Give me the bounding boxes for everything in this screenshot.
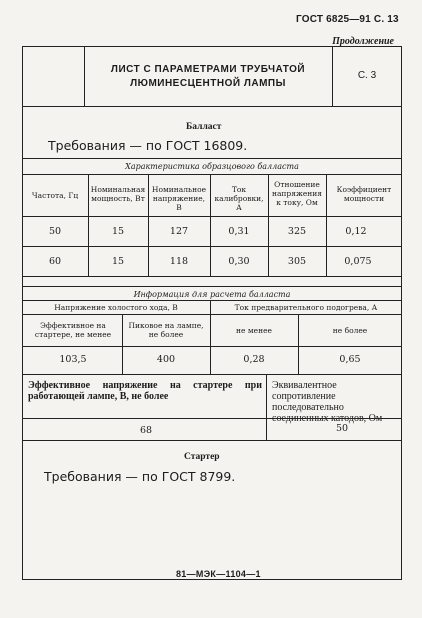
calc-table-title: Информация для расчета балласта: [133, 290, 291, 299]
ballast-col-divider-5: [326, 174, 327, 276]
calc-peak-on-lamp: Пиковое на лампе, не более: [128, 321, 204, 339]
cell-r2-voltage: 118: [169, 256, 189, 267]
cell-r1-power-factor: 0,12: [345, 226, 367, 237]
calc-max: не более: [332, 326, 368, 335]
ballast-table-bottom-rule: [22, 276, 402, 277]
starter-top-rule: [22, 440, 402, 441]
calc-effective-at-starter: Эффективное на стартере, не менее: [34, 321, 112, 339]
calc-sub-divider-2: [298, 314, 299, 374]
standard-reference: ГОСТ 6825—91 С. 13: [296, 14, 399, 25]
effective-voltage-value: 68: [139, 425, 153, 436]
cell-r2-current: 0,30: [228, 256, 250, 267]
ballast-requirement: Требования — по ГОСТ 16809.: [48, 138, 248, 153]
sheet-title-line2: ЛЮМИНЕСЦЕНТНОЙ ЛАМПЫ: [130, 78, 286, 89]
calc-value-max-current: 0,65: [339, 354, 361, 365]
col-nominal-power: Номинальная мощность, Вт: [90, 185, 146, 203]
ballast-col-header-rule: [22, 216, 402, 217]
equivalent-resistance-value: 50: [335, 423, 349, 434]
cell-r1-frequency: 50: [48, 226, 62, 237]
calc-value-effective: 103,5: [59, 354, 87, 365]
continuation-label: Продолжение: [332, 36, 394, 47]
ballast-row-rule: [22, 246, 402, 247]
col-frequency: Частота, Гц: [31, 191, 79, 200]
effective-value-divider: [266, 418, 267, 440]
calc-bottom-rule: [22, 374, 402, 375]
cell-r2-power-factor: 0,075: [344, 256, 372, 267]
calc-group-divider: [210, 300, 211, 374]
col-calibration-current: Ток калибровки, А: [214, 185, 264, 212]
cell-r1-ratio: 325: [287, 226, 307, 237]
equivalent-resistance-label: Эквивалентное сопротивление последовательно соединенных катодов, Ом: [272, 380, 383, 424]
cell-r1-current: 0,31: [228, 226, 250, 237]
cell-r1-voltage: 127: [169, 226, 189, 237]
calc-sub-divider-1: [122, 314, 123, 374]
col-power-factor: Коэффициент мощности: [336, 185, 392, 203]
ballast-col-divider-1: [88, 174, 89, 276]
sheet-code: С. 3: [357, 70, 377, 81]
ballast-col-divider-2: [148, 174, 149, 276]
effective-voltage-label: Эффективное напряжение на стартере при работающей лампе, В, не более: [28, 380, 262, 402]
calc-value-peak: 400: [156, 354, 176, 365]
ballast-table-top-rule: [22, 158, 402, 159]
cell-r1-power: 15: [111, 226, 125, 237]
col-nominal-voltage: Номинальное напряжение, В: [151, 185, 207, 212]
cell-r2-power: 15: [111, 256, 125, 267]
effective-value-rule: [22, 418, 402, 419]
calc-subheader-rule: [22, 346, 402, 347]
col-voltage-current-ratio: Отношение напряжения к току, Ом: [271, 180, 323, 207]
sheet-title: [86, 63, 330, 91]
ballast-col-divider-4: [268, 174, 269, 276]
ballast-table-title: Характеристика образцового балласта: [125, 162, 299, 171]
calc-top-rule: [22, 286, 402, 287]
sheet-title-line1: ЛИСТ С ПАРАМЕТРАМИ ТРУБЧАТОЙ: [110, 64, 306, 75]
starter-heading: Стартер: [184, 452, 220, 462]
calc-group-rule: [22, 314, 402, 315]
ballast-header-rule: [22, 174, 402, 175]
cell-r2-frequency: 60: [48, 256, 62, 267]
ballast-col-divider-3: [210, 174, 211, 276]
calc-preheat-current: Ток предварительного подогрева, А: [234, 303, 378, 312]
footer-code: 81—МЭК—1104—1: [176, 569, 261, 579]
calc-value-min-current: 0,28: [243, 354, 265, 365]
title-divider-right: [332, 46, 333, 106]
starter-requirement: Требования — по ГОСТ 8799.: [44, 469, 236, 484]
title-divider-left: [84, 46, 85, 106]
ballast-heading: Балласт: [186, 122, 222, 132]
calc-min: не менее: [236, 326, 272, 335]
calc-open-circuit-voltage: Напряжение холостого хода, В: [54, 303, 178, 312]
title-bottom-rule: [22, 106, 402, 107]
cell-r2-ratio: 305: [287, 256, 307, 267]
calc-title-rule: [22, 300, 402, 301]
